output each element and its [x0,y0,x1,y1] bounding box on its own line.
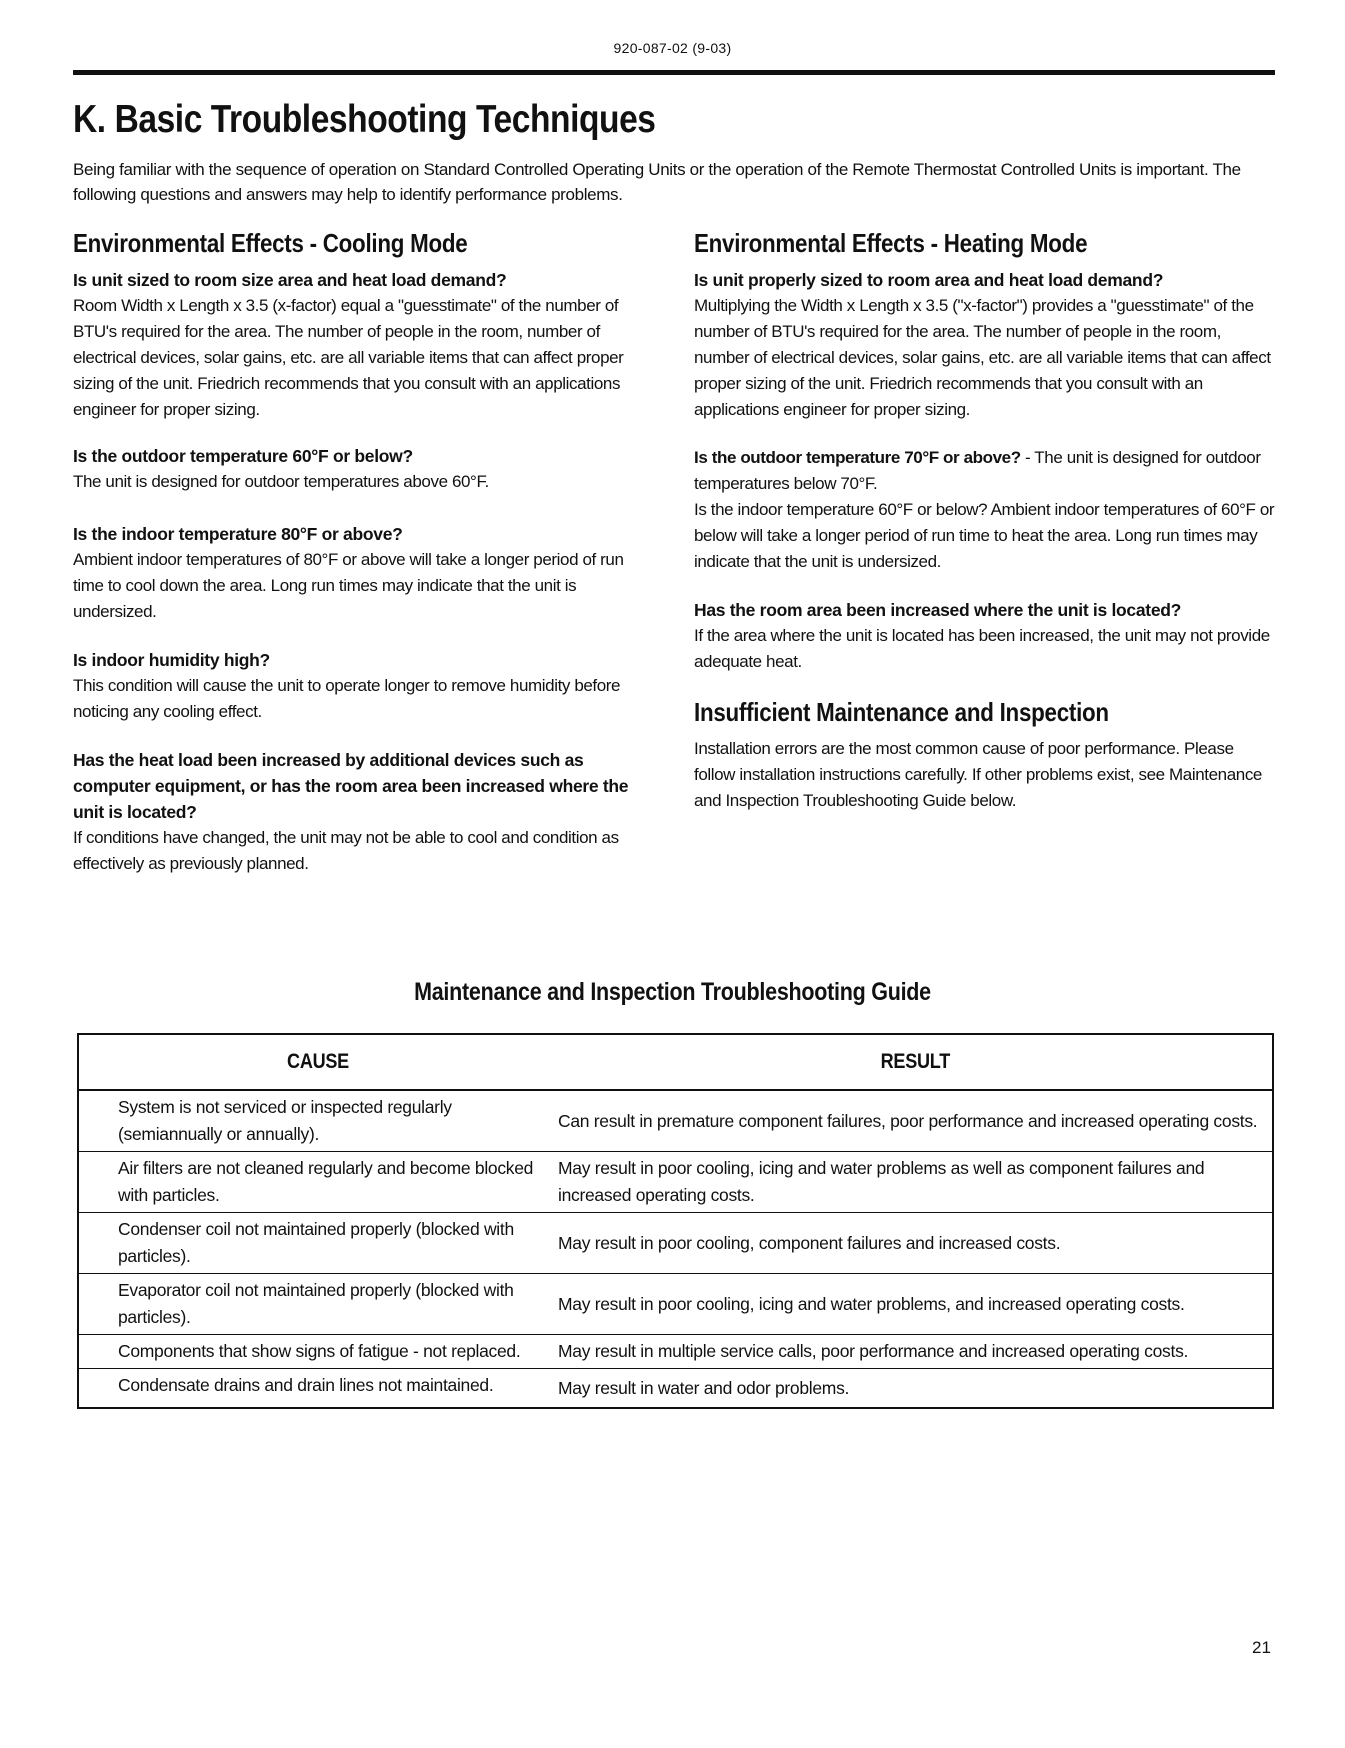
troubleshooting-table [77,1033,1274,1409]
cause-cell: Evaporator coil not maintained properly (blocked with particles). [78,1274,558,1335]
table-row [78,1274,1273,1335]
answer-text: - The unit is designed for outdoor temperatures below 70°F. [694,448,1261,493]
heating-mode-section [694,228,1276,814]
question: Is the outdoor temperature 70°F or above? [694,448,1021,467]
cause-cell: System is not serviced or inspected regularly (semiannually or annually). [118,1097,452,1144]
cause-cell: Air filters are not cleaned regularly and become blocked with particles. [78,1152,558,1213]
question: Has the room area been increased where the unit is located? [694,600,1182,620]
result-cell: May result in poor cooling, icing and water problems, and increased operating costs. [558,1274,1273,1335]
answer: Ambient indoor temperatures of 80°F or above will take a longer period of run time to cool down the area. Long run times may indicate that the unit is undersized. [73,550,624,621]
answer: Multiplying the Width x Length x 3.5 ("x-factor") provides a "guesstimate" of the number of BTU's required for the area. The number of people in the room, number of electrical devices, solar gains, etc. are all variable items that can affect proper sizing of the unit. Friedrich recommends that you consult with an applications engineer for proper sizing. [694,296,1271,419]
table-row [78,1090,1273,1152]
cause-cell: Condensate drains and drain lines not maintained. [78,1369,558,1409]
cooling-mode-section [73,228,655,893]
heating-mode-heading: Environmental Effects - Heating Mode [694,228,1088,258]
result-header [558,1034,1273,1090]
answer: This condition will cause the unit to operate longer to remove humidity before noticing any cooling effect. [73,676,621,721]
page-title: K. Basic Troubleshooting Techniques [73,98,656,141]
qa-item [73,267,655,423]
guide-title [0,978,1345,1007]
cause-cell: Components that show signs of fatigue - not replaced. [78,1335,558,1369]
qa-item [694,497,1276,575]
table-row [78,1335,1273,1369]
table-row [78,1369,1273,1409]
answer: Room Width x Length x 3.5 (x-factor) equal a "guesstimate" of the number of BTU's required for the area. The number of people in the room, number of electrical devices, solar gains, etc. are all variable items that can affect proper sizing of the unit. Friedrich recommends that you consult with an applications engineer for proper sizing. [73,296,624,419]
qa-item [73,747,655,877]
question: Is the outdoor temperature 60°F or below? [73,446,413,466]
intro-paragraph: Being familiar with the sequence of operation on Standard Controlled Operating Units or the operation of the Remote Thermostat Controlled Units is important. The following questions and answers may help to identify performance problems. [73,160,1241,204]
qa-item [694,267,1276,423]
cause-header-text: CAUSE [287,1050,350,1073]
answer [694,445,1276,497]
result-cell: May result in water and odor problems. [558,1369,1273,1409]
table-header-row [78,1034,1273,1090]
qa-item [694,597,1276,675]
question: Has the heat load been increased by additional devices such as computer equipment, or has the room area been increased where the unit is located? [73,750,629,822]
cause-cell: Condenser coil not maintained properly (blocked with particles). [78,1213,558,1274]
guide-title-text: Maintenance and Inspection Troubleshooting Guide [414,978,931,1006]
cause-header [78,1034,558,1090]
header-rule [73,70,1275,75]
maintenance-text: Installation errors are the most common cause of poor performance. Please follow installation instructions carefully. If other problems exist, see Maintenance and Inspection Troubleshooting Guide below. [694,739,1262,810]
result-cell: Can result in premature component failures, poor performance and increased operating costs. [558,1110,1258,1131]
question: Is the indoor temperature 80°F or above? [73,524,403,544]
qa-item [73,521,655,625]
table-row [78,1213,1273,1274]
cooling-mode-heading: Environmental Effects - Cooling Mode [73,228,468,258]
question: Is unit sized to room size area and heat load demand? [73,270,507,290]
page-number: 21 [1252,1638,1271,1657]
answer: The unit is designed for outdoor temperatures above 60°F. [73,472,489,491]
answer: If the area where the unit is located has been increased, the unit may not provide adequate heat. [694,626,1270,671]
maintenance-heading: Insufficient Maintenance and Inspection [694,697,1109,727]
question: Is unit properly sized to room area and heat load demand? [694,270,1164,290]
question: Is indoor humidity high? [73,650,270,670]
qa-item [73,443,655,495]
qa-item [73,647,655,725]
table-row [78,1152,1273,1213]
result-cell: May result in poor cooling, icing and water problems as well as component failures and increased operating costs. [558,1152,1273,1213]
result-cell: May result in multiple service calls, poor performance and increased operating costs. [558,1335,1273,1369]
qa-item [694,445,1276,497]
result-cell: May result in poor cooling, component failures and increased costs. [558,1213,1273,1274]
result-header-text: RESULT [880,1050,950,1073]
answer: If conditions have changed, the unit may not be able to cool and condition as effectively as previously planned. [73,828,619,873]
document-number: 920-087-02 (9-03) [613,40,732,56]
answer: Is the indoor temperature 60°F or below? Ambient indoor temperatures of 60°F or below will take a longer period of run time to heat the area. Long run times may indicate that the unit is undersized. [694,500,1275,571]
